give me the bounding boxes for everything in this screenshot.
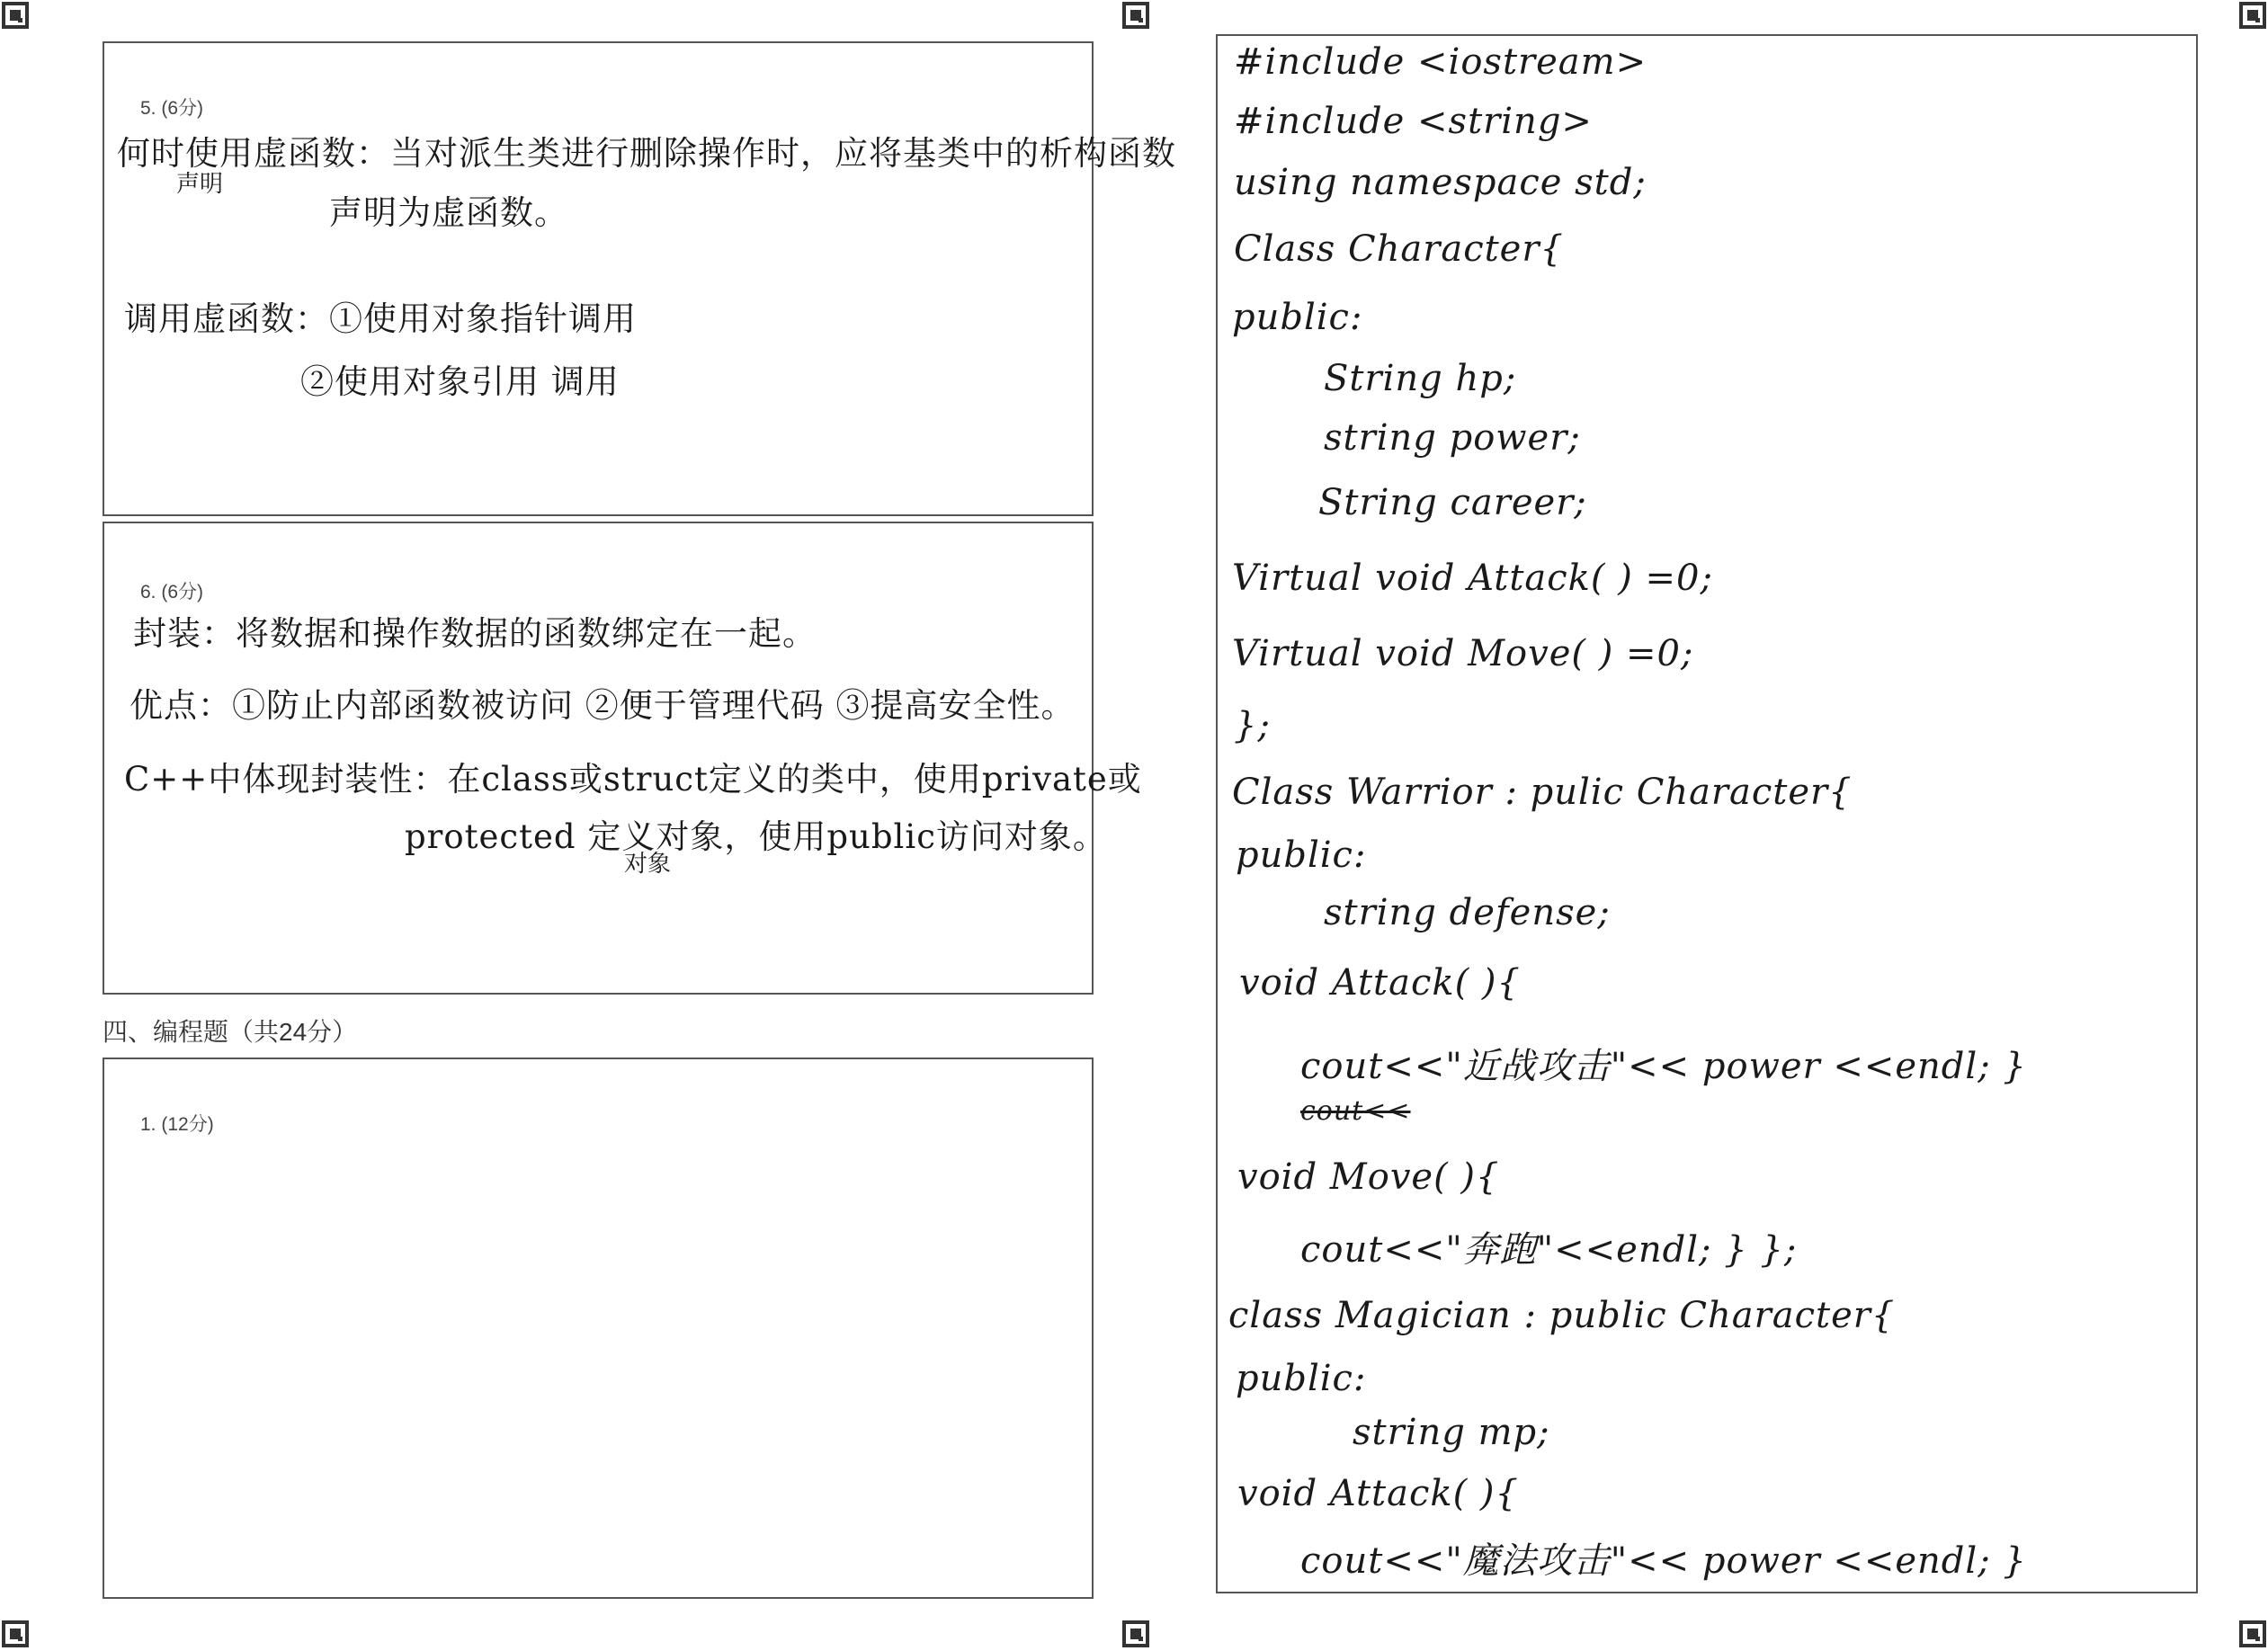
answer-line: 何时使用虚函数：当对派生类进行删除操作时，应将基类中的析构函数 [117, 134, 1176, 173]
code-line: public: [1236, 834, 1367, 876]
answer-line: C++中体现封装性：在class或struct定义的类中，使用private或 [124, 760, 1142, 799]
code-line: void Move( ){ [1237, 1156, 1500, 1198]
answer-line: 声明为虚函数。 [329, 193, 568, 232]
registration-marker-top-left [2, 2, 29, 29]
question-label: 6. (6分) [140, 582, 204, 602]
code-line: }; [1234, 705, 1271, 746]
code-line: cout<<"奔跑"<<endl; } }; [1300, 1229, 1798, 1271]
code-line: Virtual void Attack( ) =0; [1232, 558, 1713, 599]
answer-note: 对象 [624, 851, 672, 878]
code-line: string defense; [1324, 892, 1611, 933]
registration-marker-bottom-center [1122, 1620, 1149, 1647]
code-line: Class Character{ [1234, 228, 1564, 270]
answer-note: 声明 [176, 171, 224, 198]
answer-box-q6 [103, 522, 1142, 995]
code-line: String career; [1318, 482, 1587, 523]
code-line: cout<<"魔法攻击"<< power <<endl; } [1300, 1540, 2027, 1582]
code-line: cout<<"近战攻击"<< power <<endl; } [1300, 1046, 2027, 1087]
answer-box-code [1216, 34, 2198, 1593]
code-line: void Attack( ){ [1237, 1473, 1519, 1514]
registration-marker-bottom-right [2239, 1620, 2266, 1647]
answer-line: 封装：将数据和操作数据的函数绑定在一起。 [133, 614, 817, 653]
crossed-out-code: cout<< [1300, 1095, 1411, 1127]
answer-box-q5 [103, 41, 1176, 516]
code-line: string mp; [1353, 1412, 1550, 1453]
code-line: void Attack( ){ [1239, 962, 1521, 1004]
answer-line: protected 定义对象，使用public访问对象。 [405, 817, 1107, 856]
code-line: public: [1232, 297, 1363, 338]
registration-marker-bottom-left [2, 1620, 29, 1647]
question-label: 5. (6分) [140, 98, 204, 119]
code-line: Class Warrior : pulic Character{ [1232, 772, 1853, 813]
answer-line: 调用虚函数：①使用对象指针调用 [124, 299, 637, 338]
code-line: class Magician : public Character{ [1228, 1295, 1896, 1336]
code-line: #include <iostream> [1234, 41, 1647, 83]
answer-box-programming-q1 [103, 1058, 1094, 1599]
registration-marker-top-center [1122, 2, 1149, 29]
code-line: string power; [1324, 417, 1581, 459]
registration-marker-top-right [2239, 2, 2266, 29]
answer-line: 优点：①防止内部函数被访问 ②便于管理代码 ③提高安全性。 [129, 686, 1076, 725]
answer-line: ②使用对象引用 调用 [300, 362, 620, 401]
section-title: 四、编程题（共24分） [103, 1018, 358, 1046]
code-line: String hp; [1324, 358, 1517, 399]
code-line: #include <string> [1234, 101, 1593, 142]
code-line: Virtual void Move( ) =0; [1232, 633, 1694, 674]
question-label: 1. (12分) [140, 1114, 214, 1135]
code-line: public: [1236, 1358, 1367, 1399]
code-line: using namespace std; [1234, 162, 1647, 203]
